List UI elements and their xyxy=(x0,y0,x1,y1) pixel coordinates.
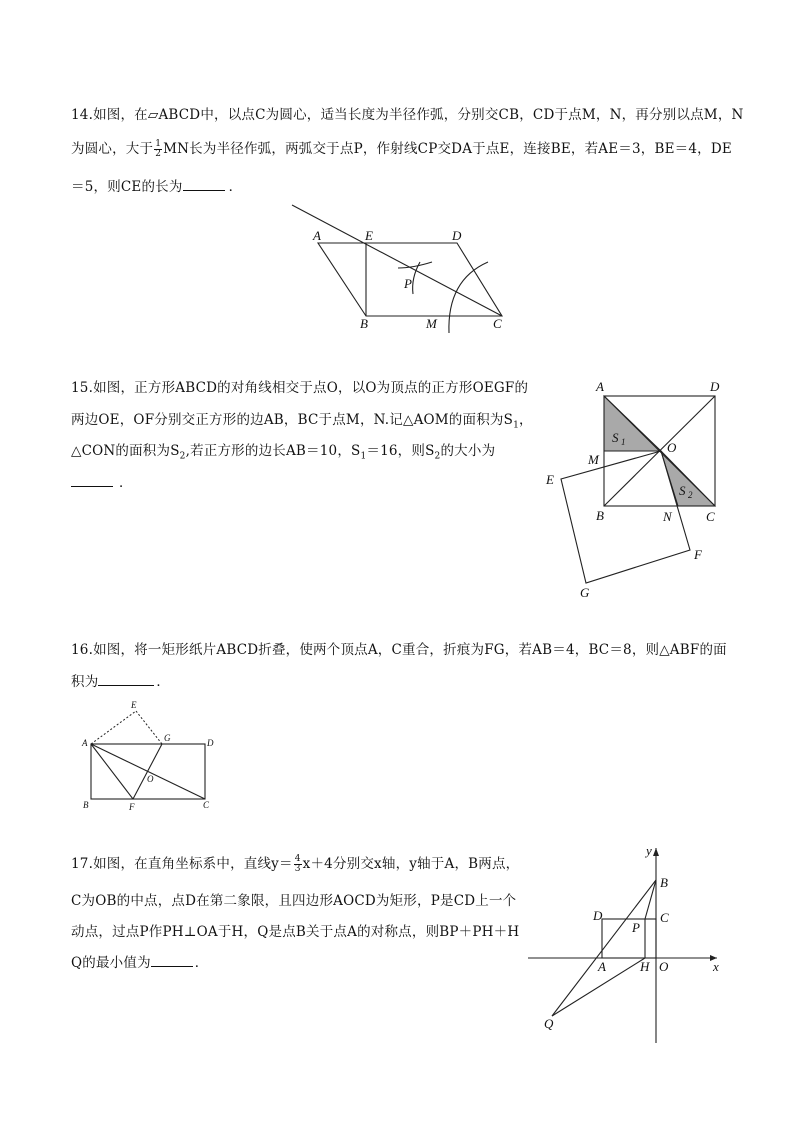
label-17-P: P xyxy=(632,920,640,935)
problem-16-text-2: 积为 xyxy=(71,674,99,690)
label-16-C: C xyxy=(203,800,210,810)
label-15-A: A xyxy=(596,379,604,394)
sub-2: 2 xyxy=(179,451,186,462)
label-17-y: y xyxy=(646,843,652,858)
label-14-B: B xyxy=(360,316,368,331)
problem-14-text-2: 为圆心，大于 xyxy=(71,141,154,157)
label-14-M: M xyxy=(426,316,437,331)
problem-17-text-4: 动点，过点P作PH⊥OA于H，Q是点B关于点A的对称点，则BP＋PH＋H xyxy=(71,924,520,940)
problem-16-text-1: 如图，将一矩形纸片ABCD折叠，使两个顶点A，C重合，折痕为FG，若AB＝4，BC＝8，则△ABF的面 xyxy=(93,642,727,658)
label-17-B: B xyxy=(660,875,668,890)
problem-15-line-2: 两边OE，OF分别交正方形的边AB，BC于点M，N.记△AOM的面积为$S_1$， xyxy=(71,412,533,431)
problem-15-text-3: △CON的面积为S xyxy=(71,443,180,459)
problem-17-number: 17. xyxy=(71,856,94,872)
problem-14-number: 14. xyxy=(71,107,94,123)
problem-14-text-3: MN长为半径作弧，两弧交于点P，作射线CP交DA于点E，连接BE，若AE＝3，BE＝4，DE xyxy=(163,141,732,157)
fraction-four-thirds: $\frac{4}{3}$ xyxy=(294,854,301,874)
label-14-P: P xyxy=(404,276,412,291)
label-16-D: D xyxy=(207,738,214,748)
label-15-S: S xyxy=(612,430,619,445)
sub-4: 2 xyxy=(434,451,441,462)
label-14-E: E xyxy=(365,228,373,243)
label-16-G: G xyxy=(164,733,171,743)
label-16-A: A xyxy=(82,738,88,748)
sub-3: 1 xyxy=(360,451,367,462)
problem-15-text-6: 的大小为 xyxy=(440,443,496,459)
problem-14-text-1: 如图，在▱ABCD中，以点C为圆心，适当长度为半径作弧，分别交CB，CD于点M，N，再分别以点M，N xyxy=(93,107,744,123)
label-14-A: A xyxy=(313,228,321,243)
label-15-N: N xyxy=(663,509,672,524)
problem-15-text-4: ,若正方形的边长AB＝10，S xyxy=(185,443,361,459)
label-17-D: D xyxy=(593,908,603,923)
label-15-F: F xyxy=(694,547,702,562)
problem-15-text-5: ＝16，则S xyxy=(366,443,435,459)
problem-14-text-4: ＝5，则CE的长为 xyxy=(71,179,183,195)
fraction-one-half: $\frac{1}{2}$ xyxy=(155,139,162,159)
problem-16-end: ． xyxy=(156,674,171,690)
problem-17-text-3: C为OB的中点，点D在第二象限，且四边形AOCD为矩形，P是CD上一个 xyxy=(71,893,517,909)
problem-17-end: ． xyxy=(194,955,209,971)
sub-1: 1 xyxy=(513,420,519,431)
label-15-G: G xyxy=(580,585,590,600)
label-15-O: O xyxy=(667,440,677,455)
label-17-O: O xyxy=(659,959,669,974)
problem-15-number: 15. xyxy=(71,380,94,396)
problem-17-text-1: 如图，在直角坐标系中，直线y＝ xyxy=(93,856,293,872)
label-15-E: E xyxy=(546,472,554,487)
problem-16-number: 16. xyxy=(71,642,94,658)
problem-15-end: ． xyxy=(119,475,133,491)
label-15-C: C xyxy=(706,509,715,524)
problem-15-text-2: 两边OE，OF分别交正方形的边AB，BC于点M，N.记△AOM的面积为S xyxy=(71,412,514,428)
problem-17-text-5: Q的最小值为 xyxy=(71,955,151,971)
label-14-D: D xyxy=(452,228,462,243)
label-15-M: M xyxy=(588,452,599,467)
label-15-B: B xyxy=(596,508,604,523)
label-15-sub1: 1 xyxy=(621,437,626,447)
label-17-x: x xyxy=(713,959,719,974)
label-16-B: B xyxy=(83,800,89,810)
label-17-H: H xyxy=(640,959,650,974)
label-16-O: O xyxy=(147,774,154,784)
label-15-sub2: 2 xyxy=(688,490,693,500)
label-17-Q: Q xyxy=(544,1016,554,1031)
problem-17-text-2: x＋4分别交x轴，y轴于A，B两点， xyxy=(302,856,520,872)
label-15-D: D xyxy=(710,379,720,394)
label-16-F: F xyxy=(129,802,135,812)
label-14-C: C xyxy=(493,316,502,331)
label-15-S2: S xyxy=(679,483,686,498)
problem-14-end: ． xyxy=(228,179,243,195)
label-17-A: A xyxy=(598,959,606,974)
label-17-C: C xyxy=(660,910,669,925)
label-16-E: E xyxy=(131,700,137,710)
problem-15-text-1: 如图，正方形ABCD的对角线相交于点O，以O为顶点的正方形OEGF的 xyxy=(93,380,529,396)
